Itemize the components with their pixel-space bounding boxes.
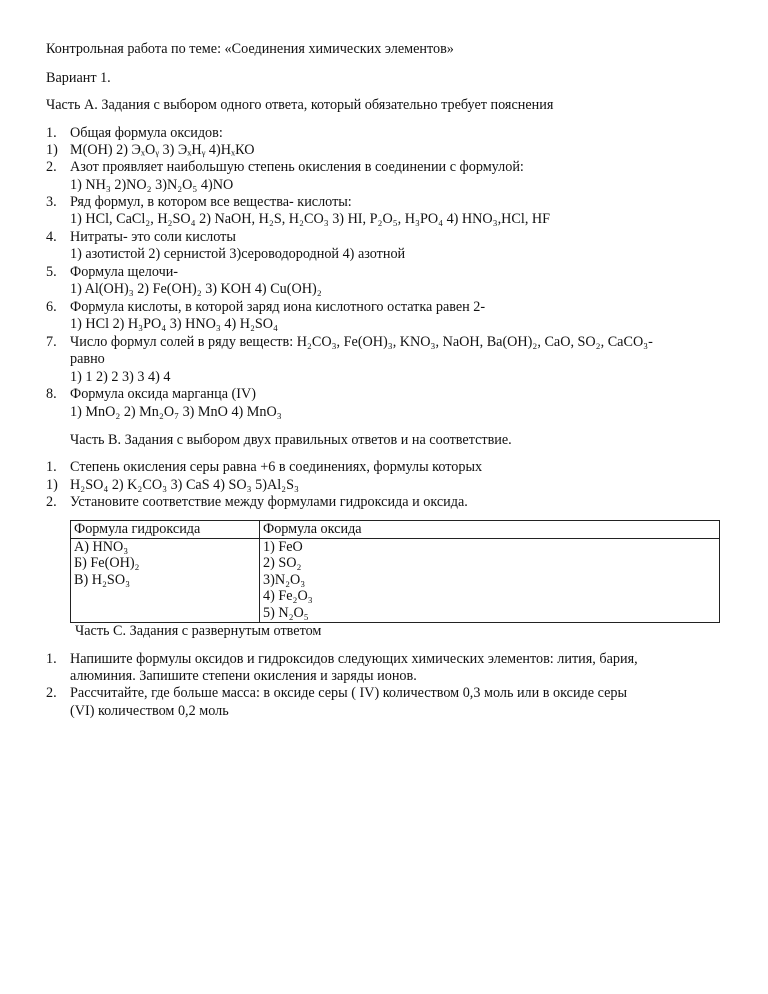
part-b-heading: Часть В. Задания с выбором двух правильных ответов и на соответствие. <box>70 432 512 448</box>
oxide-item: 3)N₂O₃ <box>263 571 306 588</box>
table-header-hydroxide: Формула гидроксида <box>71 521 260 539</box>
oxide-item: 5) N₂O₅ <box>263 604 309 621</box>
table-row <box>71 521 720 539</box>
oxide-item: 1) FeO <box>263 538 303 555</box>
oxide-list <box>260 538 720 622</box>
hydroxide-item: Б) Fe(OH)₂ <box>74 555 140 572</box>
hydroxide-list <box>71 538 260 622</box>
part-c-heading: Часть С. Задания с развернутым ответом <box>75 623 322 639</box>
matching-table <box>70 520 720 623</box>
hydroxide-item: В) H₂SO₃ <box>74 571 131 588</box>
table-row <box>71 538 720 622</box>
oxide-item: 4) Fe₂O₃ <box>263 588 313 605</box>
document-title: Контрольная работа по теме: «Соединения химических элементов» <box>46 41 454 57</box>
part-a-heading: Часть А. Задания с выбором одного ответа, который обязательно требует пояснения <box>46 97 554 113</box>
variant-label: Вариант 1. <box>46 70 111 86</box>
hydroxide-item: А) HNO₃ <box>74 538 129 555</box>
table-header-oxide: Формула оксида <box>260 521 720 539</box>
document-page: Контрольная работа по теме: «Соединения химических элементов» Вариант 1. Часть А. Задания с выбором одного ответа, который обязательно требует пояснения 1. Общая формула оксидов: 1) М(ОН) 2) ЭₓОᵧ 3) ЭₓНᵧ 4)НₓКО 2. Азот проявляет наибольшую степень окисления в соединении с формулой: 1) NH₃ 2)NO₂ 3)N₂O₅ 4)NO 3. Ряд формул, в котором все вещества- кислоты: 1) HCl, CaCl₂, H₂SO₄ 2) NaOH, H₂S, H₂CO₃ 3) HI, P₂O₅, H₃PO₄ 4) HNO₃,HCl, HF 4. Нитраты- это соли кислоты 1) азотистой 2) сернистой 3)сероводородной 4) азотной 5. Формула щелочи- 1) Al(OH)₃ 2) Fe(OH)₂ 3) KOH 4) Cu(OH)₂ 6. Формула кислоты, в которой заряд иона кислотного остатка равен 2- 1) HCl 2) H₃PO₄ 3) HNO₃ 4) H₂SO₄ 7. Число формул солей в ряду веществ: H₂CO₃, Fe(OH)₃, KNO₃, NaOH, Ba(OH)₂, CaO, SO₂, CaCO₃- равно 1) 1 2) 2 3) 3 4) 4 8. Формула оксида марганца (IV) 1) MnO₂ 2) Mn₂O₇ 3) MnO 4) MnO₃ Часть В. Задания с выбором двух правильных ответов и на соответствие. 1. Степень окисления серы равна +6 в соединениях, формулы которых 1) H₂SO₄ 2) K₂CO₃ 3) CaS 4) SO₃ 5)Al₂S₃ 2. Установите соответствие между формулами гидроксида и оксида. Формула гидроксида Формула оксида А) HNO₃ Б) Fe(OH)₂ В) H₂SO₃ 1) FeO 2) SO₂ 3)N₂O₃ 4) Fe₂O₃ 5) N₂O₅ Часть С. Задания с развернутым ответом 1. Напишите формулы оксидов и гидроксидов следующих химических элементов: лития, бария, алюминия. Запишите степени окисления и заряды ионов. 2. Рассчитайте, где больше масса: в оксиде серы ( IV) количеством 0,3 моль или в оксиде серы (VI) количеством 0,2 моль <box>0 0 768 994</box>
oxide-item: 2) SO₂ <box>263 555 302 572</box>
